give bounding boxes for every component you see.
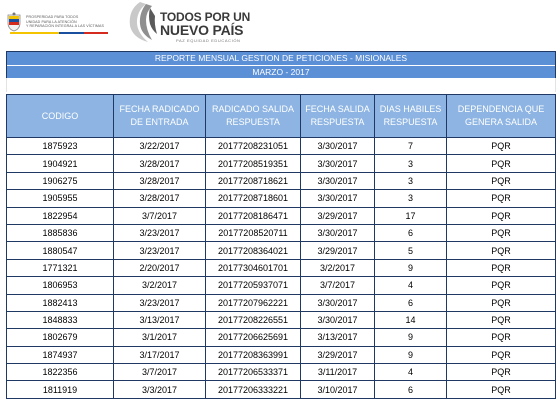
cell-fecha-salida: 3/30/2017 xyxy=(301,190,375,207)
cell-codigo: 1905955 xyxy=(7,190,114,207)
cell-codigo: 1875923 xyxy=(7,138,114,155)
cell-radicado-salida: 20177208718601 xyxy=(206,190,301,207)
cell-dependencia: PQR xyxy=(447,242,556,259)
report-title: REPORTE MENSUAL GESTION DE PETICIONES - MISIONALES xyxy=(7,52,555,66)
swoosh-logo-icon xyxy=(124,0,158,44)
cell-codigo: 1874937 xyxy=(7,346,114,363)
cell-fecha-radicado-entrada: 3/28/2017 xyxy=(114,190,206,207)
cell-dependencia: PQR xyxy=(447,364,556,381)
spreadsheet-area xyxy=(0,78,560,420)
table-row xyxy=(7,381,556,398)
cell-fecha-salida: 3/29/2017 xyxy=(301,346,375,363)
cell-fecha-radicado-entrada: 3/7/2017 xyxy=(114,364,206,381)
cell-fecha-salida: 3/29/2017 xyxy=(301,207,375,224)
cell-radicado-salida: 20177206533371 xyxy=(206,364,301,381)
table-row xyxy=(7,259,556,276)
cell-dias-habiles: 9 xyxy=(375,259,447,276)
cell-fecha-radicado-entrada: 3/2/2017 xyxy=(114,277,206,294)
cell-codigo: 1806953 xyxy=(7,277,114,294)
cell-dependencia: PQR xyxy=(447,155,556,172)
cell-dependencia: PQR xyxy=(447,259,556,276)
cell-fecha-radicado-entrada: 3/1/2017 xyxy=(114,329,206,346)
table-header-row xyxy=(7,95,556,138)
cell-codigo: 1882413 xyxy=(7,294,114,311)
col-header-dependencia: DEPENDENCIA QUE GENERA SALIDA xyxy=(447,95,556,138)
logo-right-tagline: PAZ EQUIDAD EDUCACIÓN xyxy=(176,38,241,43)
cell-fecha-salida: 3/29/2017 xyxy=(301,242,375,259)
table-row xyxy=(7,190,556,207)
cell-dependencia: PQR xyxy=(447,381,556,398)
cell-radicado-salida: 20177208226551 xyxy=(206,311,301,328)
cell-dependencia: PQR xyxy=(447,190,556,207)
cell-radicado-salida: 20177208363991 xyxy=(206,346,301,363)
cell-codigo: 1880547 xyxy=(7,242,114,259)
table-row xyxy=(7,329,556,346)
cell-fecha-radicado-entrada: 2/20/2017 xyxy=(114,259,206,276)
cell-fecha-radicado-entrada: 3/17/2017 xyxy=(114,346,206,363)
cell-codigo: 1822356 xyxy=(7,364,114,381)
cell-codigo: 1822954 xyxy=(7,207,114,224)
table-row xyxy=(7,224,556,241)
cell-dependencia: PQR xyxy=(447,346,556,363)
col-header-codigo: CODIGO xyxy=(7,95,114,138)
cell-dias-habiles: 9 xyxy=(375,329,447,346)
cell-fecha-radicado-entrada: 3/23/2017 xyxy=(114,224,206,241)
cell-fecha-salida: 3/7/2017 xyxy=(301,277,375,294)
table-body xyxy=(7,138,556,399)
logo-left-line-2: UNIDAD PARA LA ATENCIÓN xyxy=(26,19,77,24)
col-header-fecha-salida: FECHA SALIDA RESPUESTA xyxy=(301,95,375,138)
table-row xyxy=(7,138,556,155)
table-row xyxy=(7,311,556,328)
table-row xyxy=(7,346,556,363)
table-row xyxy=(7,242,556,259)
table-row xyxy=(7,207,556,224)
col-header-radicado-salida: RADICADO SALIDA RESPUESTA xyxy=(206,95,301,138)
cell-dependencia: PQR xyxy=(447,172,556,189)
cell-fecha-radicado-entrada: 3/7/2017 xyxy=(114,207,206,224)
table-row xyxy=(7,294,556,311)
petitions-table xyxy=(6,94,556,399)
cell-fecha-radicado-entrada: 3/23/2017 xyxy=(114,294,206,311)
cell-radicado-salida: 20177206625691 xyxy=(206,329,301,346)
cell-dependencia: PQR xyxy=(447,311,556,328)
table-row xyxy=(7,172,556,189)
todos-por-un-nuevo-pais-logo xyxy=(124,0,251,46)
cell-dias-habiles: 6 xyxy=(375,381,447,398)
cell-fecha-salida: 3/11/2017 xyxy=(301,364,375,381)
cell-fecha-radicado-entrada: 3/28/2017 xyxy=(114,155,206,172)
cell-radicado-salida: 20177304601701 xyxy=(206,259,301,276)
cell-radicado-salida: 20177207962221 xyxy=(206,294,301,311)
cell-dias-habiles: 5 xyxy=(375,242,447,259)
cell-fecha-salida: 3/30/2017 xyxy=(301,138,375,155)
cell-dias-habiles: 14 xyxy=(375,311,447,328)
logo-left-line-3: Y REPARACIÓN INTEGRAL A LAS VÍCTIMAS xyxy=(26,24,105,29)
cell-dias-habiles: 17 xyxy=(375,207,447,224)
cell-dependencia: PQR xyxy=(447,207,556,224)
cell-fecha-salida: 3/13/2017 xyxy=(301,329,375,346)
cell-radicado-salida: 20177206333221 xyxy=(206,381,301,398)
cell-codigo: 1906275 xyxy=(7,172,114,189)
cell-dependencia: PQR xyxy=(447,224,556,241)
cell-fecha-radicado-entrada: 3/23/2017 xyxy=(114,242,206,259)
cell-fecha-salida: 3/30/2017 xyxy=(301,172,375,189)
cell-radicado-salida: 20177208231051 xyxy=(206,138,301,155)
cell-fecha-salida: 3/30/2017 xyxy=(301,155,375,172)
cell-radicado-salida: 20177208520711 xyxy=(206,224,301,241)
cell-radicado-salida: 20177208519351 xyxy=(206,155,301,172)
cell-fecha-radicado-entrada: 3/13/2017 xyxy=(114,311,206,328)
cell-dias-habiles: 3 xyxy=(375,155,447,172)
cell-fecha-salida: 3/30/2017 xyxy=(301,224,375,241)
cell-dias-habiles: 7 xyxy=(375,138,447,155)
logo-right-line-2: NUEVO PAÍS xyxy=(160,22,244,38)
cell-codigo: 1811919 xyxy=(7,381,114,398)
cell-codigo: 1848833 xyxy=(7,311,114,328)
col-header-fecha-radicado-entrada: FECHA RADICADO DE ENTRADA xyxy=(114,95,206,138)
cell-fecha-radicado-entrada: 3/22/2017 xyxy=(114,138,206,155)
cell-codigo: 1802679 xyxy=(7,329,114,346)
empty-spacer-row xyxy=(6,78,556,92)
cell-dias-habiles: 4 xyxy=(375,277,447,294)
cell-dependencia: PQR xyxy=(447,329,556,346)
cell-fecha-salida: 3/10/2017 xyxy=(301,381,375,398)
report-title-box xyxy=(6,51,556,80)
cell-dependencia: PQR xyxy=(447,294,556,311)
cell-radicado-salida: 20177208364021 xyxy=(206,242,301,259)
cell-radicado-salida: 20177208186471 xyxy=(206,207,301,224)
col-header-dias-habiles: DIAS HABILES RESPUESTA xyxy=(375,95,447,138)
logo-right-line-1: TODOS POR UN xyxy=(160,10,251,24)
cell-codigo: 1904921 xyxy=(7,155,114,172)
cell-dias-habiles: 3 xyxy=(375,190,447,207)
flag-color-bar xyxy=(10,32,108,34)
cell-dias-habiles: 9 xyxy=(375,346,447,363)
cell-dias-habiles: 6 xyxy=(375,224,447,241)
cell-dias-habiles: 6 xyxy=(375,294,447,311)
cell-dependencia: PQR xyxy=(447,277,556,294)
cell-radicado-salida: 20177205937071 xyxy=(206,277,301,294)
cell-codigo: 1771321 xyxy=(7,259,114,276)
cell-fecha-radicado-entrada: 3/3/2017 xyxy=(114,381,206,398)
table-row xyxy=(7,364,556,381)
report-period: MARZO - 2017 xyxy=(7,66,555,79)
cell-fecha-salida: 3/30/2017 xyxy=(301,294,375,311)
logo-left-line-1: PROSPERIDAD PARA TODOS xyxy=(26,15,79,20)
cell-dias-habiles: 3 xyxy=(375,172,447,189)
table-row xyxy=(7,277,556,294)
cell-fecha-radicado-entrada: 3/28/2017 xyxy=(114,172,206,189)
cell-radicado-salida: 20177208718621 xyxy=(206,172,301,189)
cell-fecha-salida: 3/30/2017 xyxy=(301,311,375,328)
cell-dias-habiles: 4 xyxy=(375,364,447,381)
page-header xyxy=(0,0,560,50)
table-row xyxy=(7,155,556,172)
coat-of-arms-icon xyxy=(6,12,22,32)
cell-dependencia: PQR xyxy=(447,138,556,155)
cell-codigo: 1885836 xyxy=(7,224,114,241)
cell-fecha-salida: 3/2/2017 xyxy=(301,259,375,276)
